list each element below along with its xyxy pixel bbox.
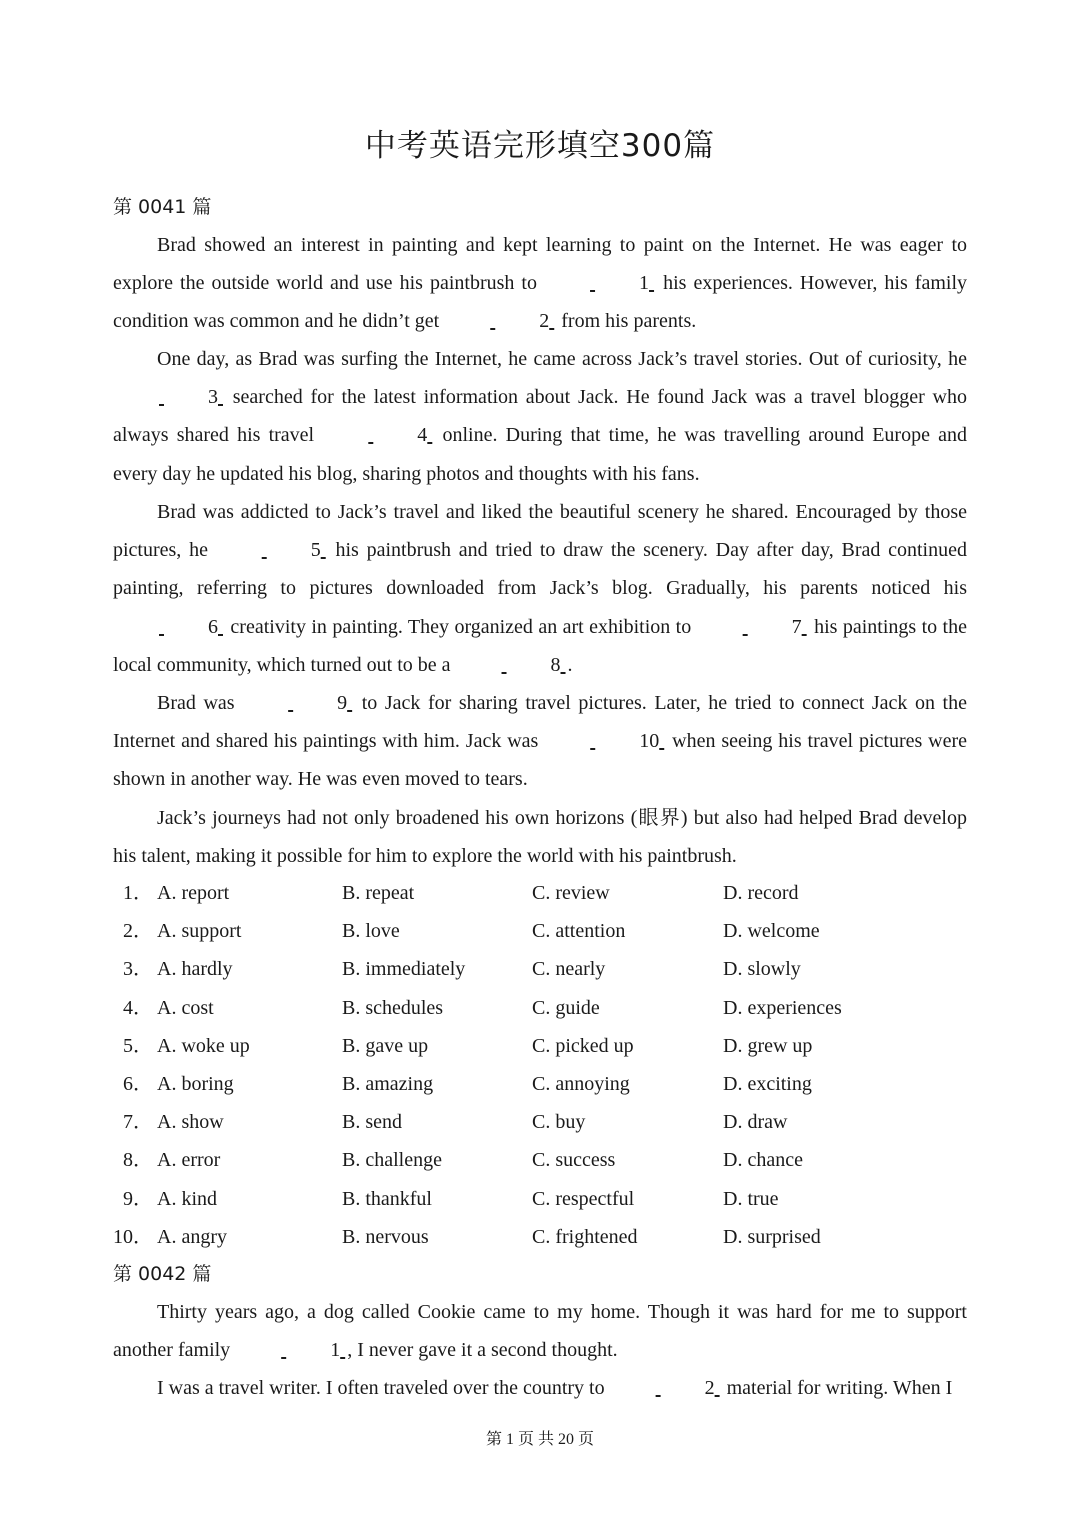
option-c: C. attention: [532, 920, 626, 943]
option-a: A. boring: [157, 1072, 234, 1095]
option-d: D. chance: [723, 1149, 803, 1172]
option-a: A. cost: [157, 996, 214, 1019]
option-b: B. challenge: [342, 1149, 442, 1172]
blank-1: 1: [639, 272, 650, 295]
page-title: 中考英语完形填空300篇: [364, 128, 716, 164]
section-label-0041: 第 0041 篇: [113, 196, 212, 218]
option-d: D. record: [723, 882, 799, 904]
blank-2: 2: [704, 1377, 715, 1399]
option-row: 7． A. show B. send C. buy D. draw: [113, 1103, 967, 1141]
option-c: C. frightened: [532, 1225, 638, 1248]
option-row: 2． A. support B. love C. attention D. welcome: [113, 912, 967, 950]
option-row: 9． A. kind B. thankful C. respectful D. true: [113, 1180, 967, 1218]
option-a: A. support: [157, 920, 242, 943]
option-c: C. buy: [532, 1111, 586, 1134]
option-row: 6． A. boring B. amazing C. annoying D. exciting: [113, 1065, 967, 1103]
option-b: B. send: [342, 1111, 402, 1134]
passage-paragraph-5: Jack’s journeys had not only broadened his own horizons (眼界) but also had helped Brad develop his talent, making it possible for him to explore the world with his paintbrush.: [113, 807, 967, 868]
option-a: A. report: [157, 882, 230, 904]
blank-10: 10: [639, 730, 660, 753]
option-c: C. success: [532, 1149, 616, 1172]
option-a: A. error: [157, 1149, 221, 1172]
passage2-paragraph-2: I was a travel writer. I often traveled over the country to 2 material for writing. When I: [113, 1369, 967, 1407]
blank-8: 8: [550, 653, 561, 676]
option-a: A. kind: [157, 1187, 217, 1210]
option-d: D. slowly: [723, 958, 801, 981]
option-b: B. schedules: [342, 996, 444, 1019]
option-b: B. nervous: [342, 1225, 429, 1248]
option-a: A. show: [157, 1111, 224, 1134]
option-b: B. amazing: [342, 1072, 434, 1095]
option-c: C. picked up: [532, 1034, 634, 1057]
passage2-paragraph-1: Thirty years ago, a dog called Cookie came to my home. Though it was hard for me to support another family 1 , I never gave it a second thought.: [113, 1293, 967, 1369]
option-b: B. love: [342, 920, 400, 943]
blank-1: 1: [330, 1339, 341, 1362]
blank-3: 3: [208, 386, 218, 409]
option-row: 8． A. error B. challenge C. success D. chance: [113, 1141, 967, 1179]
option-c: C. guide: [532, 996, 600, 1019]
option-c: C. annoying: [532, 1072, 630, 1095]
option-b: B. gave up: [342, 1034, 429, 1057]
option-d: D. true: [723, 1187, 779, 1210]
option-row: 1． A. report B. repeat C. review D. record: [113, 874, 967, 912]
section-label-0042: 第 0042 篇: [113, 1263, 212, 1285]
blank-9: 9: [337, 692, 348, 714]
option-a: A. hardly: [157, 958, 233, 981]
option-b: B. thankful: [342, 1187, 432, 1210]
option-a: A. angry: [157, 1225, 227, 1248]
blank-6: 6: [208, 615, 218, 638]
option-d: D. draw: [723, 1111, 788, 1134]
option-d: D. welcome: [723, 920, 820, 943]
page-footer: 第 1 页 共 20 页: [485, 1431, 594, 1448]
option-row: 3． A. hardly B. immediately C. nearly D. slowly: [113, 950, 967, 988]
option-d: D. grew up: [723, 1034, 813, 1057]
passage-paragraph-4: Brad was 9 to Jack for sharing travel pictures. Later, he tried to connect Jack on the Internet and shared his paintings with him. Jack was 10 when seeing his travel pictures were shown in another way. He was even moved to tears.: [113, 684, 967, 799]
option-c: C. respectful: [532, 1187, 635, 1210]
blank-5: 5: [310, 539, 321, 562]
blank-4: 4: [417, 424, 428, 447]
option-a: A. woke up: [157, 1034, 250, 1057]
option-c: C. nearly: [532, 958, 606, 981]
blank-7: 7: [791, 615, 802, 638]
passage-paragraph-3: Brad was addicted to Jack’s travel and liked the beautiful scenery he shared. Encouraged by those pictures, he 5 his paintbrush and tried to draw the scenery. Day after day, Brad continued painting, referring to pictures downloaded from Jack’s blog. Gradually, his parents noticed his 6 creativity in painting. They organized an art exhibition to 7 his paintings to the local community, which turned out to be a 8 .: [113, 493, 967, 684]
option-d: D. surprised: [723, 1225, 821, 1248]
option-d: D. exciting: [723, 1072, 812, 1095]
option-b: B. repeat: [342, 882, 415, 904]
options-list: [113, 874, 967, 1256]
passage-paragraph-2: One day, as Brad was surfing the Internet, he came across Jack’s travel stories. Out of curiosity, he 3 searched for the latest information about Jack. He found Jack was a travel blogger who always shared his travel 4 online. During that time, he was travelling around Europe and every day he updated his blog, sharing photos and thoughts with his fans.: [113, 348, 968, 485]
option-row: 4． A. cost B. schedules C. guide D. experiences: [113, 989, 967, 1027]
option-row: 10． A. angry B. nervous C. frightened D. surprised: [113, 1218, 967, 1256]
option-b: B. immediately: [342, 958, 466, 981]
option-row: 5． A. woke up B. gave up C. picked up D. grew up: [113, 1027, 967, 1065]
option-d: D. experiences: [723, 996, 842, 1019]
option-c: C. review: [532, 882, 610, 904]
passage-paragraph-1: Brad showed an interest in painting and kept learning to paint on the Internet. He was eager to explore the outside world and use his paintbrush to 1 his experiences. However, his family condition was common and he didn’t get 2 from his parents.: [113, 226, 967, 341]
blank-2: 2: [539, 310, 550, 333]
